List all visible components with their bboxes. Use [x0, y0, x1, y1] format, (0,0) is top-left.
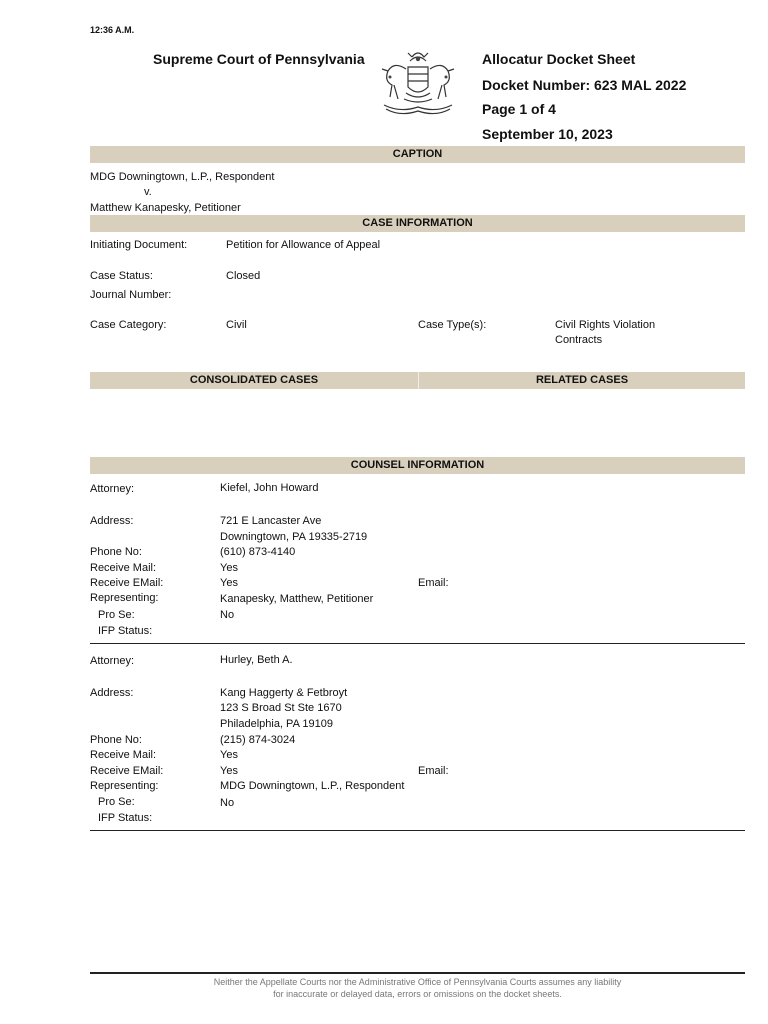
ifp-status-label: IFP Status: — [98, 812, 153, 824]
counsel-divider — [90, 643, 745, 644]
footer-disclaimer-line: for inaccurate or delayed data, errors or omissions on the docket sheets. — [273, 989, 562, 999]
pro-se-label: Pro Se: — [98, 796, 135, 808]
journal-number-label: Journal Number: — [90, 289, 172, 301]
ifp-status-label: IFP Status: — [98, 625, 153, 637]
email-label: Email: — [418, 765, 449, 777]
case-type-item: Contracts — [555, 334, 603, 346]
sheet-title: Allocatur Docket Sheet — [482, 51, 636, 67]
email-label: Email: — [418, 577, 449, 589]
caption-heading: CAPTION — [90, 146, 745, 163]
pro-se-label: Pro Se: — [98, 609, 135, 621]
case-type-item: Civil Rights Violation — [555, 319, 656, 331]
caption-versus: v. — [144, 186, 152, 198]
receive-email-label: Receive EMail: — [90, 577, 164, 589]
footer-disclaimer-line: Neither the Appellate Courts nor the Administrative Office of Pennsylvania Courts assumes any liability — [213, 977, 622, 987]
docket-number: Docket Number: 623 MAL 2022 — [482, 77, 687, 93]
representing-value: Kanapesky, Matthew, Petitioner — [220, 593, 374, 605]
case-category-value: Civil — [226, 319, 247, 331]
address-label: Address: — [90, 515, 134, 527]
receive-mail-label: Receive Mail: — [90, 562, 157, 574]
attorney-label: Attorney: — [90, 483, 135, 495]
counsel-divider — [90, 830, 745, 831]
counsel-info-heading: COUNSEL INFORMATION — [90, 457, 745, 474]
case-info-heading: CASE INFORMATION — [90, 215, 745, 232]
caption-respondent: MDG Downingtown, L.P., Respondent — [90, 171, 275, 183]
print-time: 12:36 A.M. — [90, 25, 135, 35]
receive-mail-label: Receive Mail: — [90, 749, 157, 761]
pro-se-value: No — [220, 797, 235, 809]
initiating-document-value: Petition for Allowance of Appeal — [226, 239, 381, 251]
receive-email-value: Yes — [220, 765, 238, 777]
court-name: Supreme Court of Pennsylvania — [153, 51, 365, 67]
pennsylvania-seal-icon — [376, 47, 460, 123]
receive-email-label: Receive EMail: — [90, 765, 164, 777]
page-indicator: Page 1 of 4 — [482, 101, 556, 117]
footer-rule — [90, 972, 745, 974]
representing-label: Representing: — [90, 592, 159, 604]
initiating-document-label: Initiating Document: — [90, 239, 188, 251]
attorney-label: Attorney: — [90, 655, 135, 667]
case-status-label: Case Status: — [90, 270, 153, 282]
address-label: Address: — [90, 687, 134, 699]
address-line: Kang Haggerty & Fetbroyt — [220, 687, 348, 699]
caption-petitioner: Matthew Kanapesky, Petitioner — [90, 202, 241, 214]
address-line: Philadelphia, PA 19109 — [220, 718, 333, 730]
representing-value: MDG Downingtown, L.P., Respondent — [220, 780, 405, 792]
address-line: 123 S Broad St Ste 1670 — [220, 702, 342, 714]
consolidated-cases-heading: CONSOLIDATED CASES — [189, 374, 319, 386]
case-types-label: Case Type(s): — [418, 319, 487, 331]
related-cases-heading: RELATED CASES — [535, 374, 629, 386]
receive-mail-value: Yes — [220, 562, 238, 574]
address-line: 721 E Lancaster Ave — [220, 515, 322, 527]
address-line: Downingtown, PA 19335-2719 — [220, 531, 368, 543]
receive-email-value: Yes — [220, 577, 238, 589]
phone-value: (610) 873-4140 — [220, 546, 296, 558]
receive-mail-value: Yes — [220, 749, 238, 761]
pro-se-value: No — [220, 609, 235, 621]
attorney-name: Hurley, Beth A. — [220, 654, 293, 666]
representing-label: Representing: — [90, 780, 159, 792]
attorney-name: Kiefel, John Howard — [220, 482, 319, 494]
case-status-value: Closed — [226, 270, 261, 282]
phone-value: (215) 874-3024 — [220, 734, 296, 746]
phone-label: Phone No: — [90, 546, 142, 558]
case-category-label: Case Category: — [90, 319, 167, 331]
sheet-date: September 10, 2023 — [482, 126, 613, 142]
phone-label: Phone No: — [90, 734, 142, 746]
